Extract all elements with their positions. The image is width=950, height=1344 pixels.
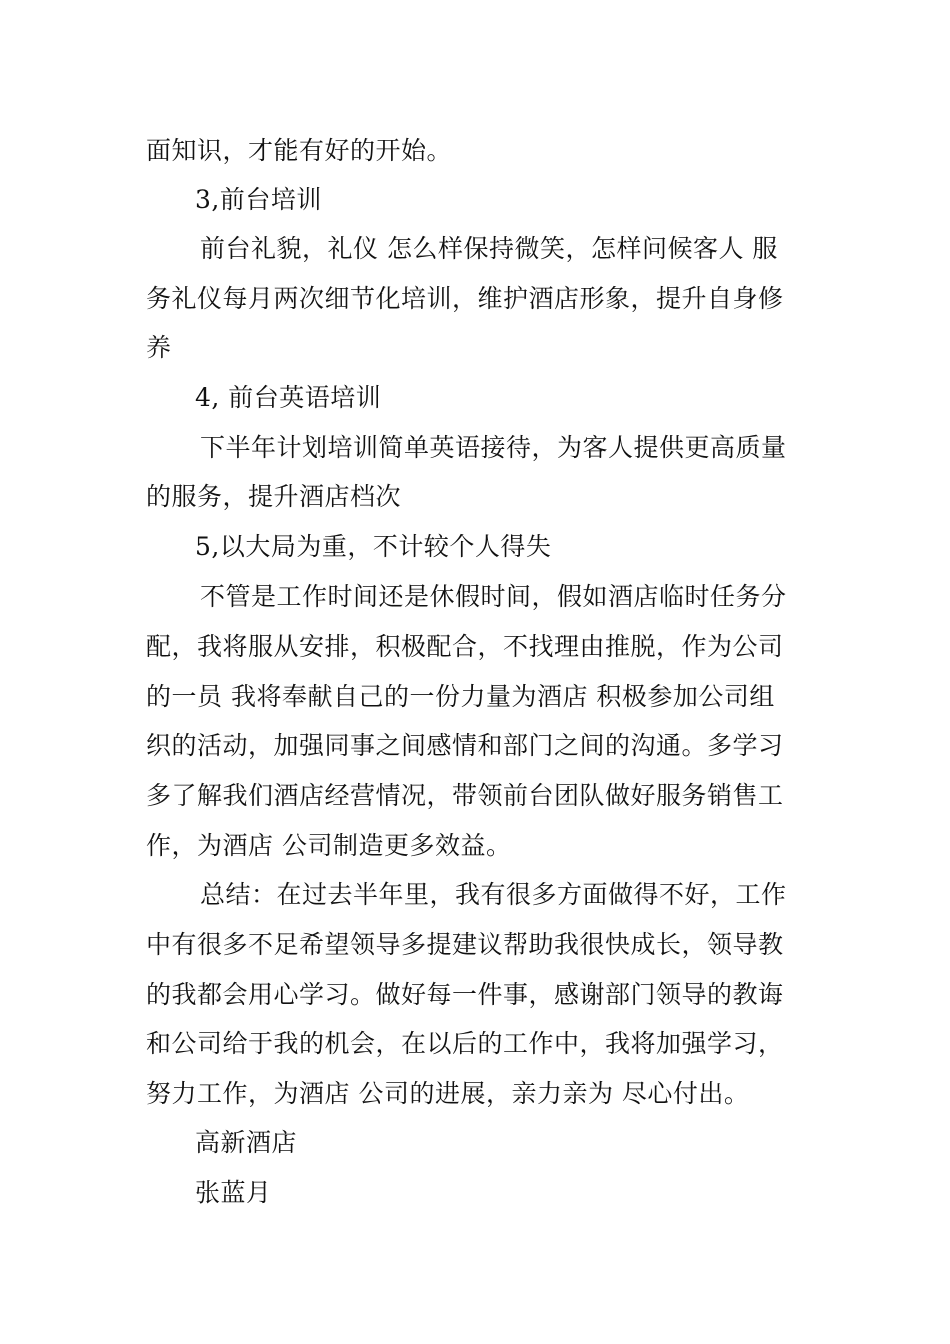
paragraph-line: 努力工作，为酒店 公司的进展，亲力亲为 尽心付出。 — [146, 1079, 750, 1108]
section-heading: 3,前台培训 — [195, 185, 322, 214]
paragraph-line: 总结：在过去半年里，我有很多方面做得不好，工作 — [200, 880, 787, 909]
paragraph-line: 和公司给于我的机会，在以后的工作中，我将加强学习， — [146, 1029, 784, 1058]
paragraph-line: 务礼仪每月两次细节化培训，维护酒店形象，提升自身修 — [146, 284, 784, 313]
paragraph-line: 养 — [146, 333, 172, 362]
paragraph-line: 的我都会用心学习。做好每一件事，感谢部门领导的教诲 — [146, 980, 784, 1009]
section-heading: 4, 前台英语培训 — [195, 383, 382, 412]
paragraph-line: 织的活动，加强同事之间感情和部门之间的沟通。多学习 — [146, 731, 784, 760]
paragraph-line: 多了解我们酒店经营情况，带领前台团队做好服务销售工 — [146, 781, 784, 810]
signature-organization: 高新酒店 — [195, 1128, 298, 1157]
paragraph-line: 面知识，才能有好的开始。 — [146, 136, 453, 165]
section-heading: 5,以大局为重，不计较个人得失 — [195, 532, 552, 561]
paragraph-line: 中有很多不足希望领导多提建议帮助我很快成长，领导教 — [146, 930, 784, 959]
signature-name: 张蓝月 — [195, 1178, 272, 1207]
paragraph-line: 前台礼貌，礼仪 怎么样保持微笑，怎样问候客人 服 — [200, 234, 778, 263]
paragraph-line: 下半年计划培训简单英语接待，为客人提供更高质量 — [200, 433, 787, 462]
paragraph-line: 的服务，提升酒店档次 — [146, 482, 402, 511]
paragraph-line: 的一员 我将奉献自己的一份力量为酒店 积极参加公司组 — [146, 682, 775, 711]
paragraph-line: 配，我将服从安排，积极配合，不找理由推脱，作为公司 — [146, 632, 784, 661]
paragraph-line: 作，为酒店 公司制造更多效益。 — [146, 831, 512, 860]
paragraph-line: 不管是工作时间还是休假时间，假如酒店临时任务分 — [200, 582, 787, 611]
